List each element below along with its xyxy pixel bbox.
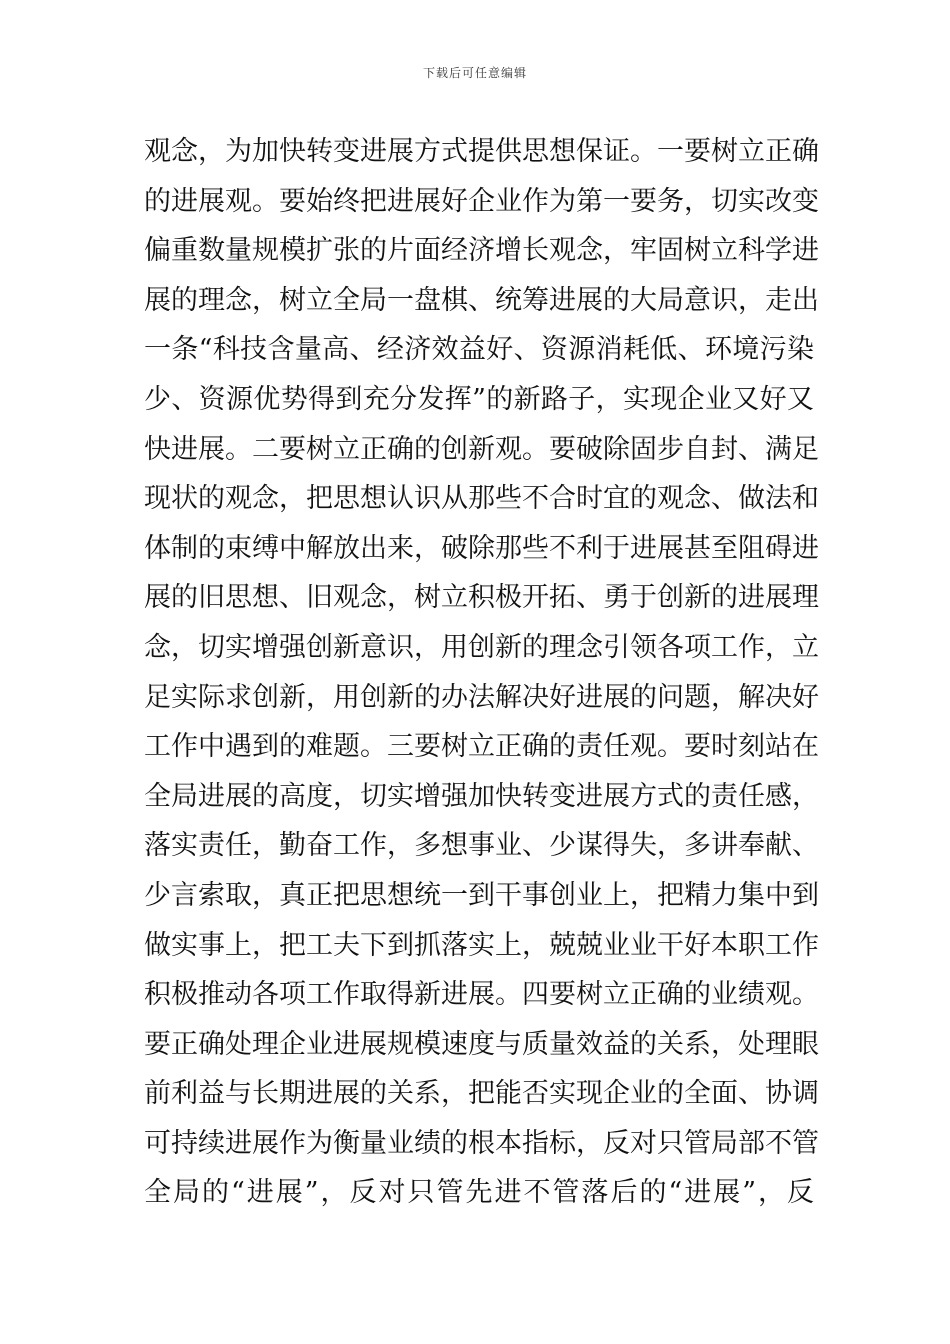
text-line: 前利益与长期进展的关系，把能否实现企业的全面、协调 — [144, 1078, 819, 1110]
text-line: 少言索取，真正把思想统一到干事创业上，把精力集中到 — [144, 879, 819, 911]
text-line: 可持续进展作为衡量业绩的根本指标，反对只管局部不管 — [144, 1127, 819, 1159]
text-line: 一条“科技含量高、经济效益好、资源消耗低、环境污染 — [144, 334, 814, 366]
text-line: 展的理念，树立全局一盘棋、统筹进展的大局意识，走出 — [144, 284, 819, 316]
text-line: 做实事上，把工夫下到抓落实上，兢兢业业干好本职工作 — [144, 929, 819, 961]
text-line: 念，切实增强创新意识，用创新的理念引领各项工作，立 — [144, 631, 819, 663]
text-line: 全局进展的高度，切实增强加快转变进展方式的责任感， — [144, 780, 819, 812]
text-line: 工作中遇到的难题。三要树立正确的责任观。要时刻站在 — [144, 731, 819, 763]
text-line: 要正确处理企业进展规模速度与质量效益的关系，处理眼 — [144, 1028, 819, 1060]
body-text — [144, 127, 819, 1218]
text-line: 足实际求创新，用创新的办法解决好进展的问题，解决好 — [144, 681, 819, 713]
page-header: 下载后可任意编辑 — [422, 66, 527, 80]
text-line: 观念，为加快转变进展方式提供思想保证。一要树立正确 — [144, 136, 819, 167]
text-line: 的进展观。要始终把进展好企业作为第一要务，切实改变 — [144, 185, 819, 217]
text-line: 现状的观念，把思想认识从那些不合时宜的观念、做法和 — [144, 483, 819, 515]
text-line: 积极推动各项工作取得新进展。四要树立正确的业绩观。 — [144, 979, 819, 1011]
text-line: 落实责任，勤奋工作，多想事业、少谋得失，多讲奉献、 — [144, 830, 819, 862]
text-line: 体制的束缚中解放出来，破除那些不利于进展甚至阻碍进 — [144, 532, 819, 564]
text-line: 全局的“进展”，反对只管先进不管落后的“进展”，反 — [144, 1177, 814, 1209]
text-line: 偏重数量规模扩张的片面经济增长观念，牢固树立科学进 — [144, 235, 819, 267]
text-line: 少、资源优势得到充分发挥”的新路子，实现企业又好又 — [144, 383, 814, 415]
text-line: 快进展。二要树立正确的创新观。要破除固步自封、满足 — [144, 433, 819, 465]
text-line: 展的旧思想、旧观念，树立积极开拓、勇于创新的进展理 — [144, 582, 819, 614]
